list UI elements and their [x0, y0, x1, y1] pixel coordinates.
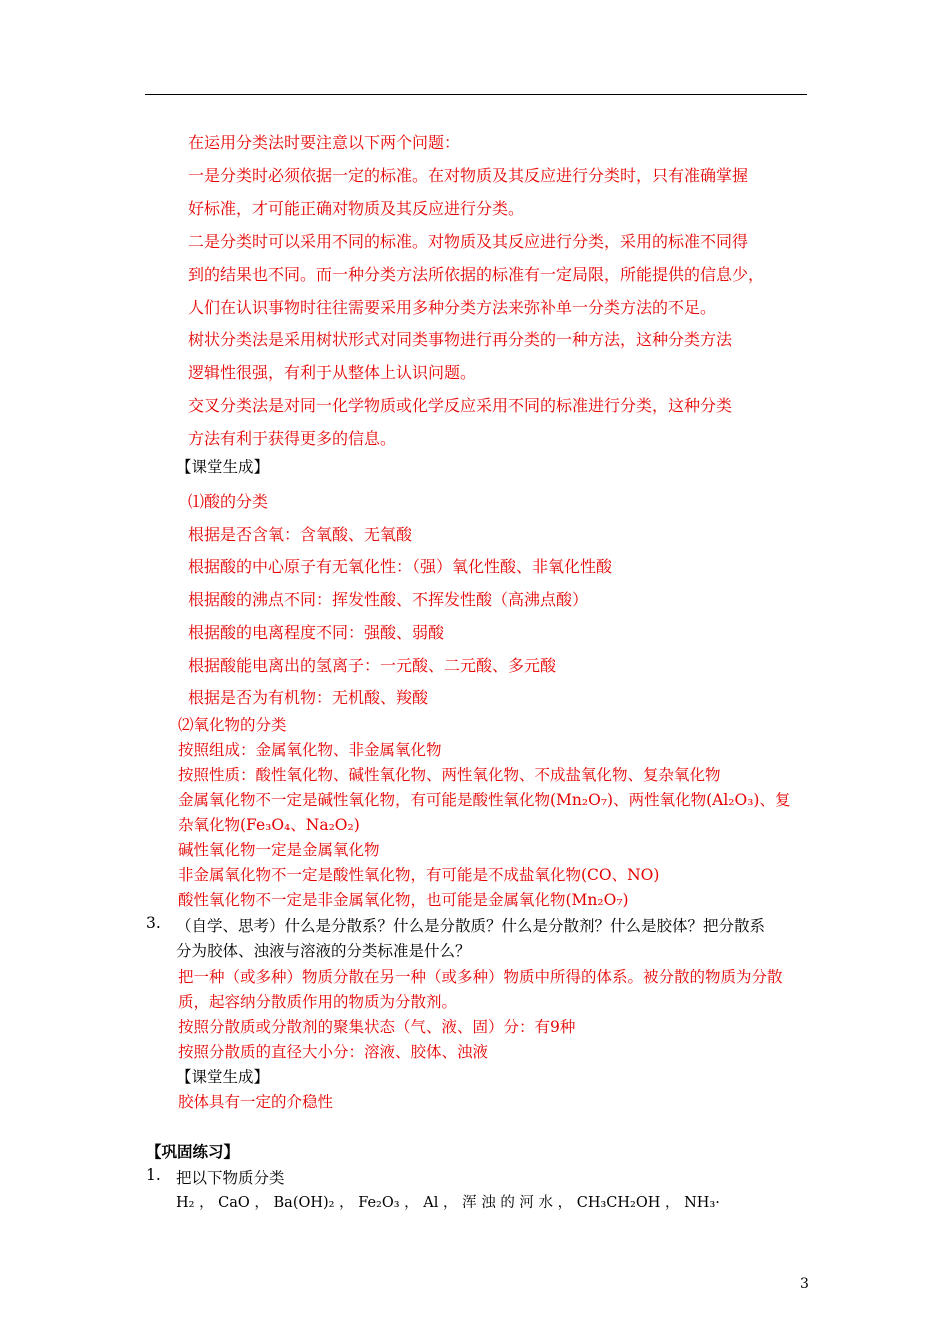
note-line: 树状分类法是采用树状形式对同类事物进行再分类的一种方法，这种分类方法 — [188, 330, 733, 349]
oxide-line: 按照组成：金属氧化物、非金属氧化物 — [178, 741, 442, 759]
exercise-item-number: 1. — [146, 1166, 161, 1184]
oxide-line: 杂氧化物(Fe₃O₄、Na₂O₂) — [178, 816, 360, 834]
section-heading: 【课堂生成】 — [176, 458, 270, 476]
oxide-line: ⑵氧化物的分类 — [178, 716, 287, 734]
note-line: 交叉分类法是对同一化学物质或化学反应采用不同的标准进行分类，这种分类 — [188, 396, 733, 415]
answer-line: 按照分散质的直径大小分：溶液、胶体、浊液 — [178, 1043, 489, 1061]
oxide-line: 非金属氧化物不一定是酸性氧化物，有可能是不成盐氧化物(CO、NO) — [178, 866, 660, 884]
note-line: 逻辑性很强，有利于从整体上认识问题。 — [188, 363, 477, 382]
section-heading: 【课堂生成】 — [176, 1068, 270, 1086]
note-line: 在运用分类法时要注意以下两个问题： — [188, 133, 461, 152]
acid-line: 根据酸的中心原子有无氧化性：（强）氧化性酸、非氧化性酸 — [188, 557, 613, 576]
oxide-line: 碱性氧化物一定是金属氧化物 — [178, 841, 380, 859]
note-line: 好标准，才可能正确对物质及其反应进行分类。 — [188, 199, 525, 218]
note-line: 一是分类时必须依据一定的标准。在对物质及其反应进行分类时，只有准确掌握 — [188, 166, 749, 185]
answer-line: 按照分散质或分散剂的聚集状态（气、液、固）分：有9种 — [178, 1018, 576, 1036]
note-line: 二是分类时可以采用不同的标准。对物质及其反应进行分类，采用的标准不同得 — [188, 232, 749, 251]
header-rule — [145, 94, 807, 95]
exercise-substances: H₂ ， CaO ， Ba(OH)₂ ， Fe₂O₃ ， Al ， 浑 浊 的 河 水 ， CH₃CH₂OH ， NH₃· — [176, 1195, 720, 1211]
note-line: 方法有利于获得更多的信息。 — [188, 429, 397, 448]
oxide-line: 金属氧化物不一定是碱性氧化物，有可能是酸性氧化物(Mn₂O₇)、两性氧化物(Al₂O₃)、复 — [178, 791, 791, 809]
acid-line: 根据是否为有机物：无机酸、羧酸 — [188, 688, 429, 707]
page-number: 3 — [800, 1276, 809, 1292]
question-text: （自学、思考）什么是分散系？什么是分散质？什么是分散剂？什么是胶体？把分散系 — [176, 917, 766, 935]
exercise-heading: 【巩固练习】 — [146, 1142, 240, 1161]
answer-line: 把一种（或多种）物质分散在另一种（或多种）物质中所得的体系。被分散的物质为分散 — [178, 968, 783, 986]
acid-line: 根据酸能电离出的氢离子：一元酸、二元酸、多元酸 — [188, 656, 557, 675]
question-number: 3. — [146, 914, 161, 932]
exercise-item-text: 把以下物质分类 — [176, 1169, 285, 1187]
acid-line: 根据是否含氧：含氧酸、无氧酸 — [188, 525, 413, 544]
answer-line: 质，起容纳分散质作用的物质为分散剂。 — [178, 993, 458, 1011]
acid-line: 根据酸的电离程度不同：强酸、弱酸 — [188, 623, 445, 642]
question-text: 分为胶体、浊液与溶液的分类标准是什么？ — [176, 942, 471, 960]
oxide-line: 按照性质：酸性氧化物、碱性氧化物、两性氧化物、不成盐氧化物、复杂氧化物 — [178, 766, 721, 784]
acid-line: 根据酸的沸点不同：挥发性酸、不挥发性酸（高沸点酸） — [188, 590, 589, 609]
note-line: 人们在认识事物时往往需要采用多种分类方法来弥补单一分类方法的不足。 — [188, 298, 717, 317]
acid-line: ⑴酸的分类 — [188, 492, 269, 511]
oxide-line: 酸性氧化物不一定是非金属氧化物，也可能是金属氧化物(Mn₂O₇) — [178, 891, 629, 909]
note-line: 到的结果也不同。而一种分类方法所依据的标准有一定局限，所能提供的信息少， — [188, 265, 765, 284]
answer-line: 胶体具有一定的介稳性 — [178, 1093, 334, 1111]
